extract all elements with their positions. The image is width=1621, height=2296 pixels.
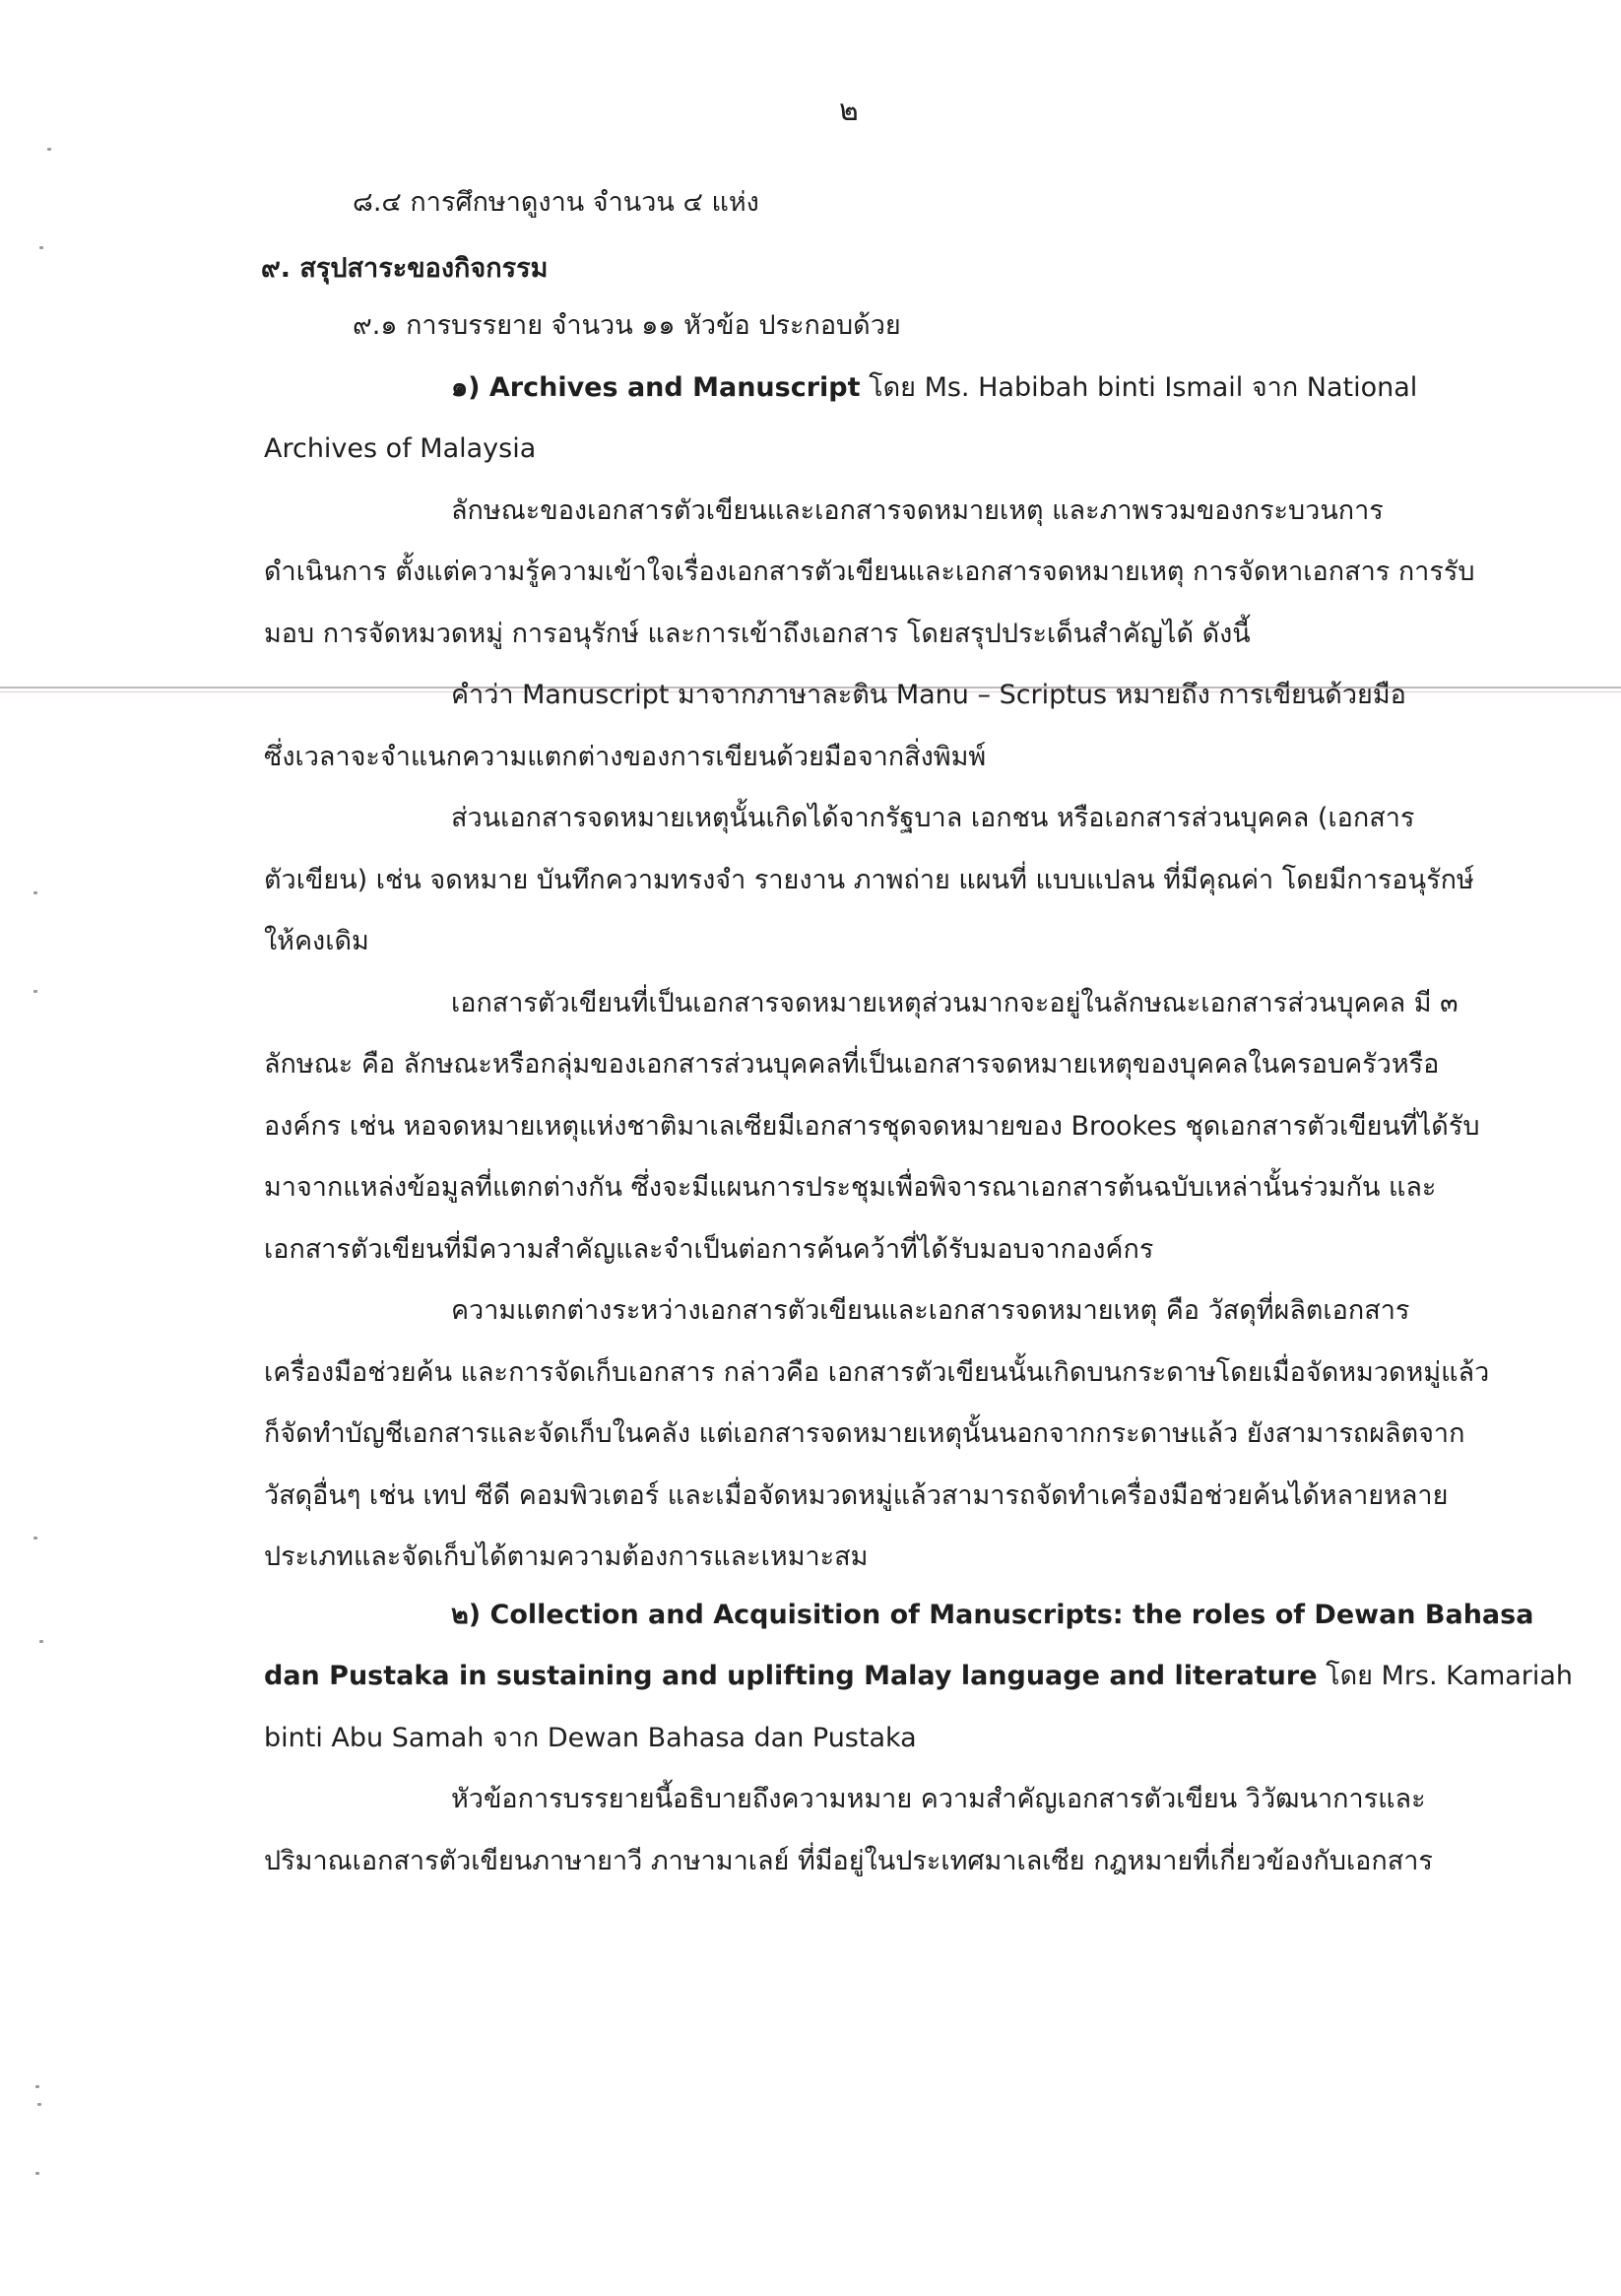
item-2-title-cont: dan Pustaka in sustaining and uplifting Malay language and literature (264, 1661, 1318, 1691)
paragraph-line: ตัวเขียน) เช่น จดหมาย บันทึกความทรงจำ รายงาน ภาพถ่าย แผนที่ แบบแปลน ที่มีคุณค่า โดยมีการอนุรักษ์ (264, 864, 1474, 895)
item-1-title: ๑) Archives and Manuscript (451, 371, 861, 403)
scan-speck (33, 1537, 37, 1540)
paragraph-line: มอบ การจัดหมวดหมู่ การอนุรักษ์ และการเข้าถึงเอกสาร โดยสรุปประเด็นสำคัญได้ ดังนี้ (264, 618, 1251, 649)
scan-speck (37, 2103, 41, 2106)
item-2-title-line-1: ๒) Collection and Acquisition of Manuscripts: the roles of Dewan Bahasa (451, 1599, 1534, 1630)
paragraph-line: องค์กร เช่น หอจดหมายเหตุแห่งชาติมาเลเซียมีเอกสารชุดจดหมายของ Brookes ชุดเอกสารตัวเขียนที่ได้รับ (264, 1110, 1480, 1142)
paragraph-line: เอกสารตัวเขียนที่เป็นเอกสารจดหมายเหตุส่วนมากจะอยู่ในลักษณะเอกสารส่วนบุคคล มี ๓ (451, 987, 1459, 1018)
paragraph-line: เครื่องมือช่วยค้น และการจัดเก็บเอกสาร กล่าวคือ เอกสารตัวเขียนนั้นเกิดบนกระดาษโดยเมื่อจัดหมวดหมู่แล้ว (264, 1356, 1490, 1388)
scan-speck (47, 148, 51, 151)
scan-speck (35, 2085, 39, 2088)
paragraph-line: ก็จัดทำบัญชีเอกสารและจัดเก็บในคลัง แต่เอกสารจดหมายเหตุนั้นนอกจากกระดาษแล้ว ยังสามารถผลิตจาก (264, 1418, 1465, 1449)
paragraph-line: หัวข้อการบรรยายนี้อธิบายถึงความหมาย ความสำคัญเอกสารตัวเขียน วิวัฒนาการและ (451, 1784, 1426, 1814)
paragraph-line: วัสดุอื่นๆ เช่น เทป ซีดี คอมพิวเตอร์ และเมื่อจัดหมวดหมู่แล้วสามารถจัดทำเครื่องมือช่วยค้นได้หลายหลาย (264, 1479, 1449, 1511)
paragraph-line: ส่วนเอกสารจดหมายเหตุนั้นเกิดได้จากรัฐบาล เอกชน หรือเอกสารส่วนบุคคล (เอกสาร (451, 803, 1415, 833)
item-1-title-line (264, 372, 1426, 434)
paragraph-line: ความแตกต่างระหว่างเอกสารตัวเขียนและเอกสารจดหมายเหตุ คือ วัสดุที่ผลิตเอกสาร (451, 1295, 1410, 1326)
section-8-4-line: ๘.๔ การศึกษาดูงาน จำนวน ๔ แห่ง (353, 187, 759, 218)
paragraph-line: ลักษณะของเอกสารตัวเขียนและเอกสารจดหมายเหตุ และภาพรวมของกระบวนการ (451, 494, 1384, 526)
paragraph-line: Archives of Malaysia (264, 433, 537, 464)
item-2-title-line-2 (264, 1661, 1574, 1723)
item-1-speaker: โดย Ms. Habibah binti Ismail จาก National (860, 371, 1418, 403)
scan-speck (39, 1640, 43, 1643)
section-9-1-line: ๙.๑ การบรรยาย จำนวน ๑๑ หัวข้อ ประกอบด้วย (353, 310, 901, 341)
scan-speck (33, 891, 37, 894)
document-body (261, 187, 1574, 1907)
paragraph-line: binti Abu Samah จาก Dewan Bahasa dan Pustaka (264, 1722, 917, 1753)
paragraph-line: เอกสารตัวเขียนที่มีความสำคัญและจำเป็นต่อการค้นคว้าที่ได้รับมอบจากองค์กร (264, 1233, 1154, 1265)
paragraph-line: ให้คงเดิม (264, 926, 369, 956)
scan-speck (39, 246, 43, 249)
scan-speck (35, 2172, 39, 2175)
paragraph-line: ดำเนินการ ตั้งแต่ความรู้ความเข้าใจเรื่องเอกสารตัวเขียนและเอกสารจดหมายเหตุ การจัดหาเอกสาร การรับ (264, 557, 1475, 587)
page-number: ๒ (839, 94, 859, 128)
section-9-heading: ๙. สรุปสาระของกิจกรรม (261, 252, 549, 284)
paragraph-line: ปริมาณเอกสารตัวเขียนภาษายาวี ภาษามาเลย์ ที่มีอยู่ในประเทศมาเลเซีย กฎหมายที่เกี่ยวข้องกับเอกสาร (264, 1845, 1433, 1876)
paragraph-line: ลักษณะ คือ ลักษณะหรือกลุ่มของเอกสารส่วนบุคคลที่เป็นเอกสารจดหมายเหตุของบุคคลในครอบครัวหรือ (264, 1049, 1440, 1080)
scan-speck (33, 990, 37, 993)
paragraph-line: คำว่า Manuscript มาจากภาษาละติน Manu – Scriptus หมายถึง การเขียนด้วยมือ (451, 680, 1406, 710)
paragraph-line: ซึ่งเวลาจะจำแนกความแตกต่างของการเขียนด้วยมือจากสิ่งพิมพ์ (264, 741, 987, 772)
paragraph-line: ประเภทและจัดเก็บได้ตามความต้องการและเหมาะสม (264, 1542, 869, 1572)
item-2-speaker: โดย Mrs. Kamariah (1317, 1661, 1574, 1691)
paragraph-line: มาจากแหล่งข้อมูลที่แตกต่างกัน ซึ่งจะมีแผนการประชุมเพื่อพิจารณาเอกสารต้นฉบับเหล่านั้นร่วมกัน และ (264, 1172, 1437, 1203)
